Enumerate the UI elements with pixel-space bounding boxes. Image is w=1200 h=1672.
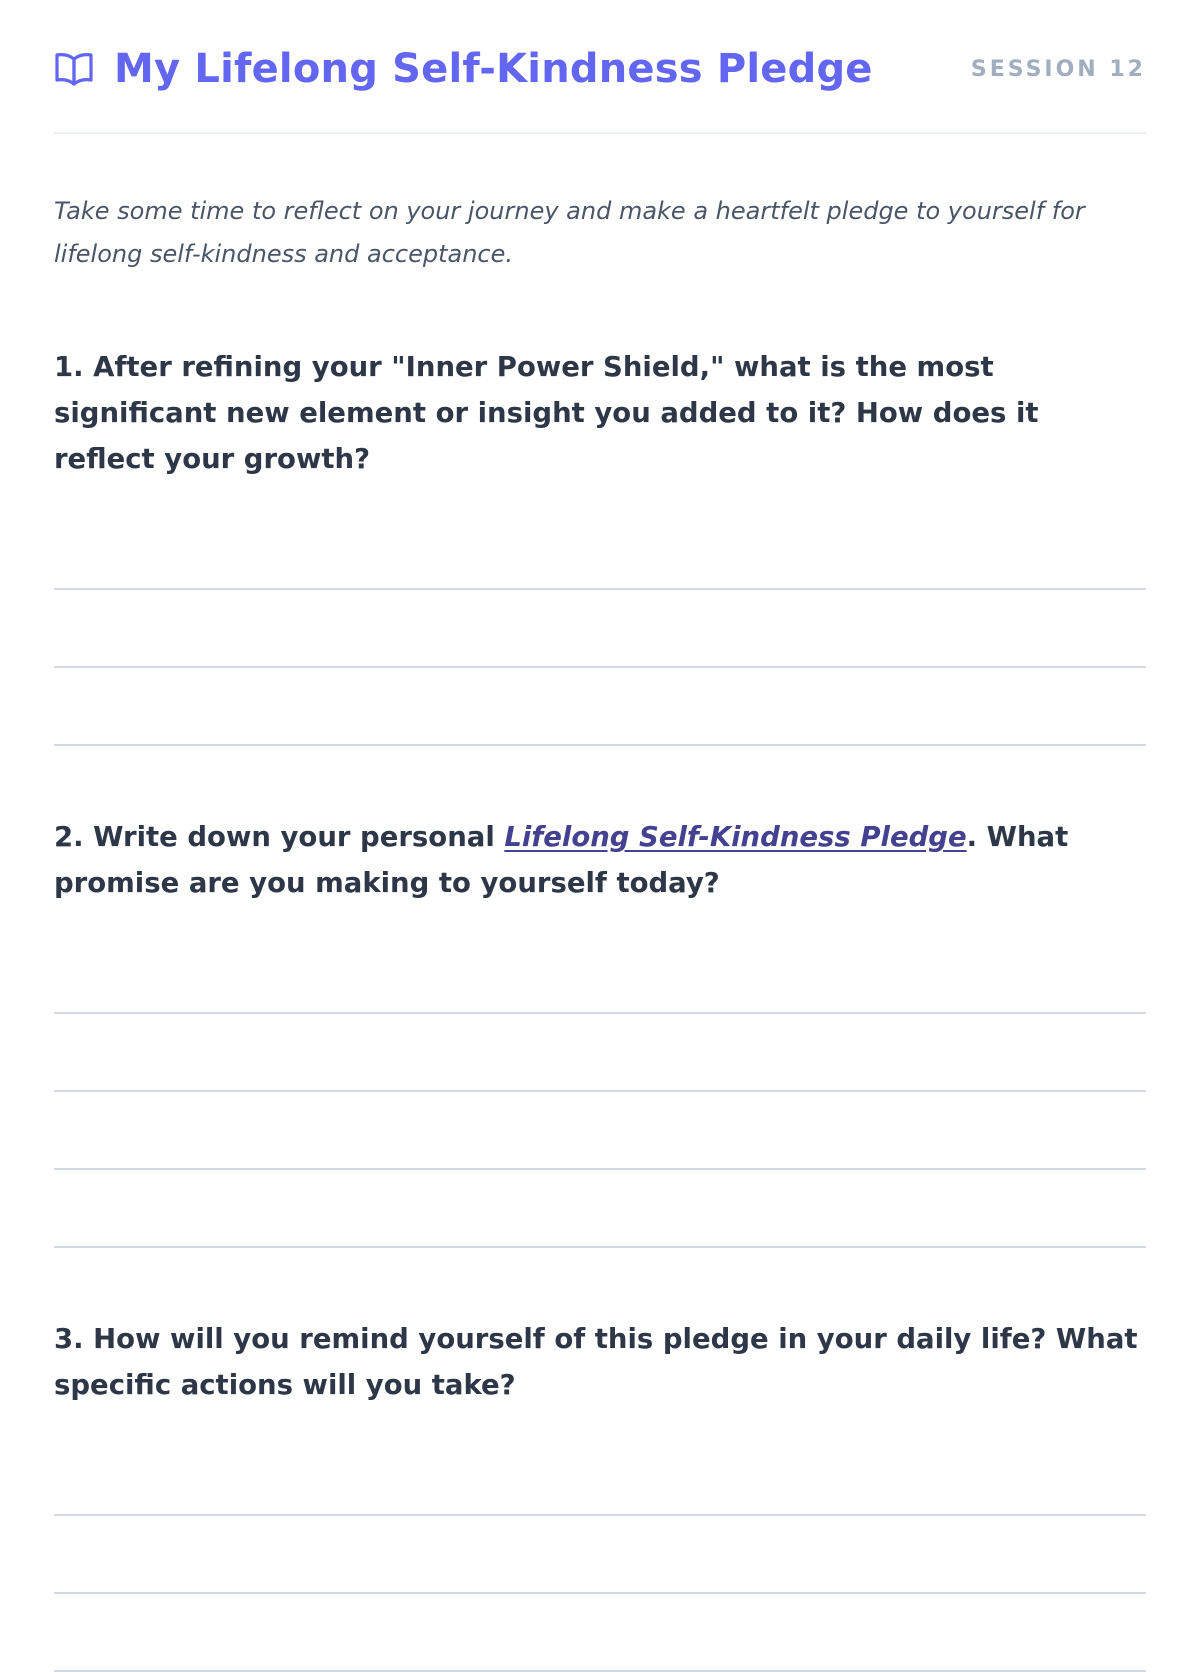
answer-line[interactable] — [54, 1516, 1146, 1594]
answer-line[interactable] — [54, 1170, 1146, 1248]
answer-line[interactable] — [54, 512, 1146, 590]
answer-area-2[interactable] — [54, 936, 1146, 1248]
page-title: My Lifelong Self-Kindness Pledge — [114, 46, 873, 92]
answer-line[interactable] — [54, 1014, 1146, 1092]
answer-line[interactable] — [54, 1438, 1146, 1516]
answer-area-3[interactable] — [54, 1438, 1146, 1672]
question-2 — [54, 814, 1146, 906]
intro-text: Take some time to reflect on your journey and make a heartfelt pledge to yourself for lifelong self-kindness and acceptance. — [54, 197, 1085, 268]
title-group — [54, 46, 873, 92]
question-2-suffix: . What promise are you making to yourself today? — [54, 821, 1069, 899]
answer-line[interactable] — [54, 936, 1146, 1014]
answer-line[interactable] — [54, 1594, 1146, 1672]
worksheet-header — [54, 0, 1146, 134]
question-2-prefix: 2. Write down your personal — [54, 821, 505, 853]
answer-line[interactable] — [54, 590, 1146, 668]
question-1: 1. After refining your "Inner Power Shield," what is the most significant new element or insight you added to it? How does it reflect your growth? — [54, 351, 1039, 475]
pledge-emphasis: Lifelong Self-Kindness Pledge — [504, 821, 967, 853]
question-3: 3. How will you remind yourself of this pledge in your daily life? What specific actions will you take? — [54, 1323, 1138, 1401]
answer-line[interactable] — [54, 668, 1146, 746]
answer-area-1[interactable] — [54, 512, 1146, 746]
answer-line[interactable] — [54, 1092, 1146, 1170]
book-open-icon — [54, 51, 94, 87]
session-label: SESSION 12 — [970, 56, 1146, 82]
